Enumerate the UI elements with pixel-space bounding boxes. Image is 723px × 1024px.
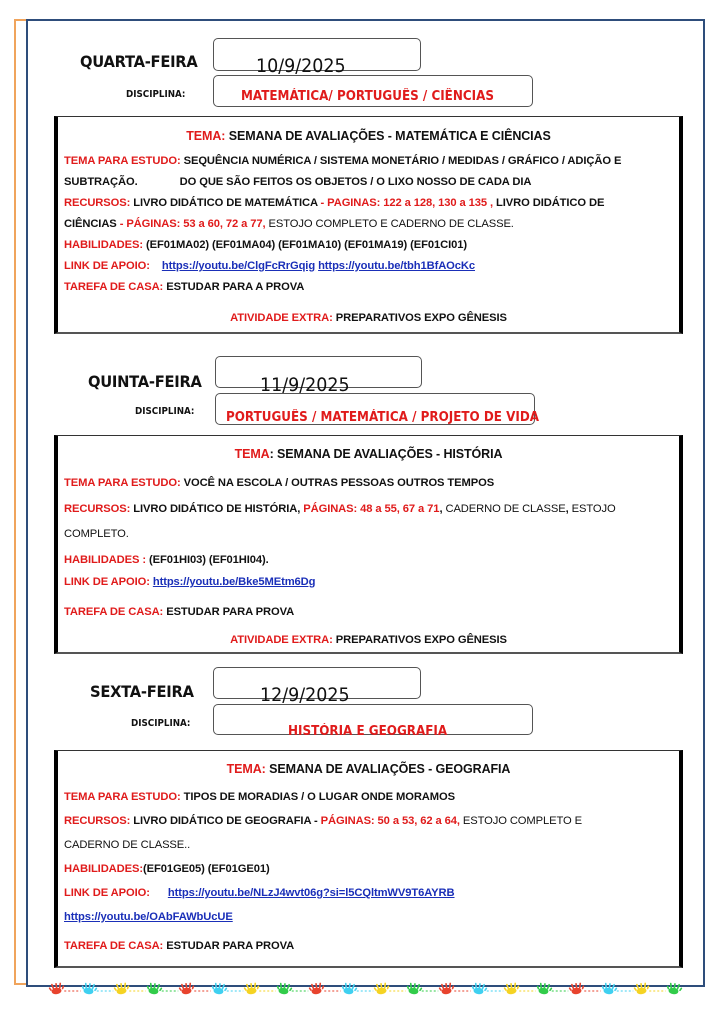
habilidades-line: [64, 554, 673, 566]
recursos-line-2: [64, 839, 673, 851]
date-value: 10/9/2025: [256, 55, 346, 77]
link-line: [64, 576, 673, 588]
day-title: QUINTA-FEIRA: [88, 372, 202, 391]
tema-label: TEMA:: [226, 762, 266, 776]
recursos-g: COMPLETO.: [64, 528, 129, 540]
support-link[interactable]: https://youtu.be/NLzJ4wvt06g?si=l5CQltmWV9T6AYRB: [167, 887, 455, 899]
habilidades-value: (EF01HI03) (EF01HI04).: [149, 554, 269, 566]
date-value: 11/9/2025: [260, 374, 350, 396]
extra-value: PREPARATIVOS EXPO GÊNESIS: [335, 312, 507, 324]
extra-line: [64, 312, 673, 324]
handprint-icon: [536, 982, 554, 995]
habilidades-label: HABILIDADES:: [64, 239, 143, 251]
handprint-icon: [568, 982, 586, 995]
recursos-pages: PÁGINAS: 48 a 55, 67 a 71: [303, 503, 440, 515]
estudo-line: [64, 791, 673, 803]
handprint-icon: [471, 982, 489, 995]
tarefa-value: ESTUDAR PARA PROVA: [166, 606, 295, 618]
handprint-icon: [178, 982, 196, 995]
tema-line: [64, 447, 673, 461]
handprint-icon: [48, 982, 66, 995]
link-line: [64, 887, 673, 899]
recursos-d: CIÊNCIAS: [64, 218, 117, 230]
tema-label: TEMA: [234, 447, 270, 461]
handprint-icon: [341, 982, 359, 995]
lesson-panel: [54, 750, 683, 968]
tema-value: SEMANA DE AVALIAÇÕES - GEOGRAFIA: [269, 762, 511, 776]
handprint-icon: [406, 982, 424, 995]
link-label: LINK DE APOIO:: [64, 887, 150, 899]
handprint-icon: [113, 982, 131, 995]
recursos-d: CADERNO DE CLASSE: [445, 503, 566, 515]
handprint-icon: [308, 982, 326, 995]
day-title: SEXTA-FEIRA: [90, 682, 194, 701]
tema-line: [64, 129, 673, 143]
estudo-value: VOCÊ NA ESCOLA / OUTRAS PESSOAS OUTROS TEMPOS: [183, 477, 495, 489]
tarefa-label: TAREFA DE CASA:: [64, 281, 164, 293]
tarefa-value: ESTUDAR PARA PROVA: [166, 940, 295, 952]
support-link[interactable]: https://youtu.be/tbh1BfAOcKc: [318, 260, 476, 272]
estudo-label: TEMA PARA ESTUDO:: [64, 477, 181, 489]
tema-value: : SEMANA DE AVALIAÇÕES - HISTÓRIA: [269, 447, 503, 461]
recursos-a: LIVRO DIDÁTICO DE GEOGRAFIA -: [133, 815, 318, 827]
recursos-label: RECURSOS:: [64, 197, 131, 209]
habilidades-label: HABILIDADES:: [64, 863, 143, 875]
discipline-value: PORTUGUÊS / MATEMÁTICA / PROJETO DE VIDA: [226, 410, 540, 425]
handprint-icon: [503, 982, 521, 995]
day-title: QUARTA-FEIRA: [80, 52, 198, 71]
estudo-value: SEQUÊNCIA NUMÉRICA / SISTEMA MONETÁRIO / MEDIDAS / GRÁFICO / ADIÇÃO E: [183, 155, 622, 167]
handprint-icon: [601, 982, 619, 995]
tarefa-label: TAREFA DE CASA:: [64, 940, 164, 952]
handprint-icon: [211, 982, 229, 995]
link-line: [64, 260, 673, 272]
extra-value: PREPARATIVOS EXPO GÊNESIS: [335, 634, 507, 646]
estudo-value-2a: SUBTRAÇÃO.: [64, 176, 138, 188]
recursos-line: [64, 503, 673, 515]
recursos-label: RECURSOS:: [64, 503, 131, 515]
estudo-label: TEMA PARA ESTUDO:: [64, 791, 181, 803]
handprint-icon: [243, 982, 261, 995]
discipline-label: DISCIPLINA:: [135, 406, 195, 417]
link-label: LINK DE APOIO:: [64, 260, 150, 272]
recursos-a: LIVRO DIDÁTICO DE MATEMÁTICA: [133, 197, 318, 209]
habilidades-value: (EF01GE05) (EF01GE01): [142, 863, 270, 875]
estudo-line: [64, 477, 673, 489]
recursos-line: [64, 815, 673, 827]
recursos-line-2: [64, 218, 673, 230]
tema-line: [64, 762, 673, 776]
extra-line: [64, 634, 673, 646]
habilidades-line: [64, 239, 673, 251]
discipline-label: DISCIPLINA:: [131, 718, 191, 729]
estudo-value-2b: DO QUE SÃO FEITOS OS OBJETOS / O LIXO NOSSO DE CADA DIA: [179, 176, 532, 188]
handprint-icon: [276, 982, 294, 995]
recursos-c: LIVRO DIDÁTICO DE: [496, 197, 605, 209]
recursos-a: LIVRO DIDÁTICO DE HISTÓRIA,: [133, 503, 301, 515]
tarefa-line: [64, 606, 673, 618]
handprint-icon: [438, 982, 456, 995]
date-value: 12/9/2025: [260, 684, 350, 706]
recursos-c: ,: [439, 503, 443, 515]
estudo-line-2: [64, 176, 673, 188]
recursos-c: ESTOJO COMPLETO E: [462, 815, 582, 827]
recursos-line-2: [64, 528, 673, 540]
support-link[interactable]: https://youtu.be/OAbFAWbUcUE: [64, 911, 233, 923]
recursos-f: ESTOJO: [571, 503, 616, 515]
tema-label: TEMA:: [186, 129, 226, 143]
discipline-value: HISTÓRIA E GEOGRAFIA: [288, 724, 448, 739]
extra-label: ATIVIDADE EXTRA:: [230, 312, 333, 324]
link-line-2: [64, 911, 673, 923]
link-label: LINK DE APOIO:: [64, 576, 150, 588]
lesson-panel: [54, 116, 683, 334]
handprint-icon: [633, 982, 651, 995]
recursos-e: ,: [565, 503, 569, 515]
habilidades-value: (EF01MA02) (EF01MA04) (EF01MA10) (EF01MA19) (EF01CI01): [146, 239, 467, 251]
support-link[interactable]: https://youtu.be/Bke5MEtm6Dg: [152, 576, 316, 588]
recursos-label: RECURSOS:: [64, 815, 131, 827]
recursos-line: [64, 197, 673, 209]
recursos-f: ESTOJO COMPLETO E CADERNO DE CLASSE.: [268, 218, 514, 230]
habilidades-label: HABILIDADES :: [64, 554, 146, 566]
handprint-icon: [146, 982, 164, 995]
habilidades-line: [64, 863, 673, 875]
estudo-line: [64, 155, 673, 167]
tarefa-line: [64, 940, 673, 952]
tarefa-value: ESTUDAR PARA A PROVA: [166, 281, 305, 293]
support-link[interactable]: https://youtu.be/ClgFcRrGqig: [161, 260, 316, 272]
lesson-panel: [54, 435, 683, 654]
tarefa-label: TAREFA DE CASA:: [64, 606, 164, 618]
estudo-label: TEMA PARA ESTUDO:: [64, 155, 181, 167]
recursos-pages-2: - PÁGINAS: 53 a 60, 72 a 77,: [119, 218, 266, 230]
discipline-label: DISCIPLINA:: [126, 89, 186, 100]
handprint-icon: [373, 982, 391, 995]
tarefa-line: [64, 281, 673, 293]
extra-label: ATIVIDADE EXTRA:: [230, 634, 333, 646]
estudo-value: TIPOS DE MORADIAS / O LUGAR ONDE MORAMOS: [183, 791, 455, 803]
handprint-icon: [666, 982, 684, 995]
handprint-border: [40, 976, 690, 998]
recursos-pages: PÁGINAS: 50 a 53, 62 a 64,: [320, 815, 460, 827]
handprint-icon: [81, 982, 99, 995]
discipline-value: MATEMÁTICA/ PORTUGUÊS / CIÊNCIAS: [241, 89, 494, 104]
tema-value: SEMANA DE AVALIAÇÕES - MATEMÁTICA E CIÊNCIAS: [228, 129, 551, 143]
recursos-pages: - PAGINAS: 122 a 128, 130 a 135 ,: [320, 197, 494, 209]
recursos-d: CADERNO DE CLASSE..: [64, 839, 191, 851]
